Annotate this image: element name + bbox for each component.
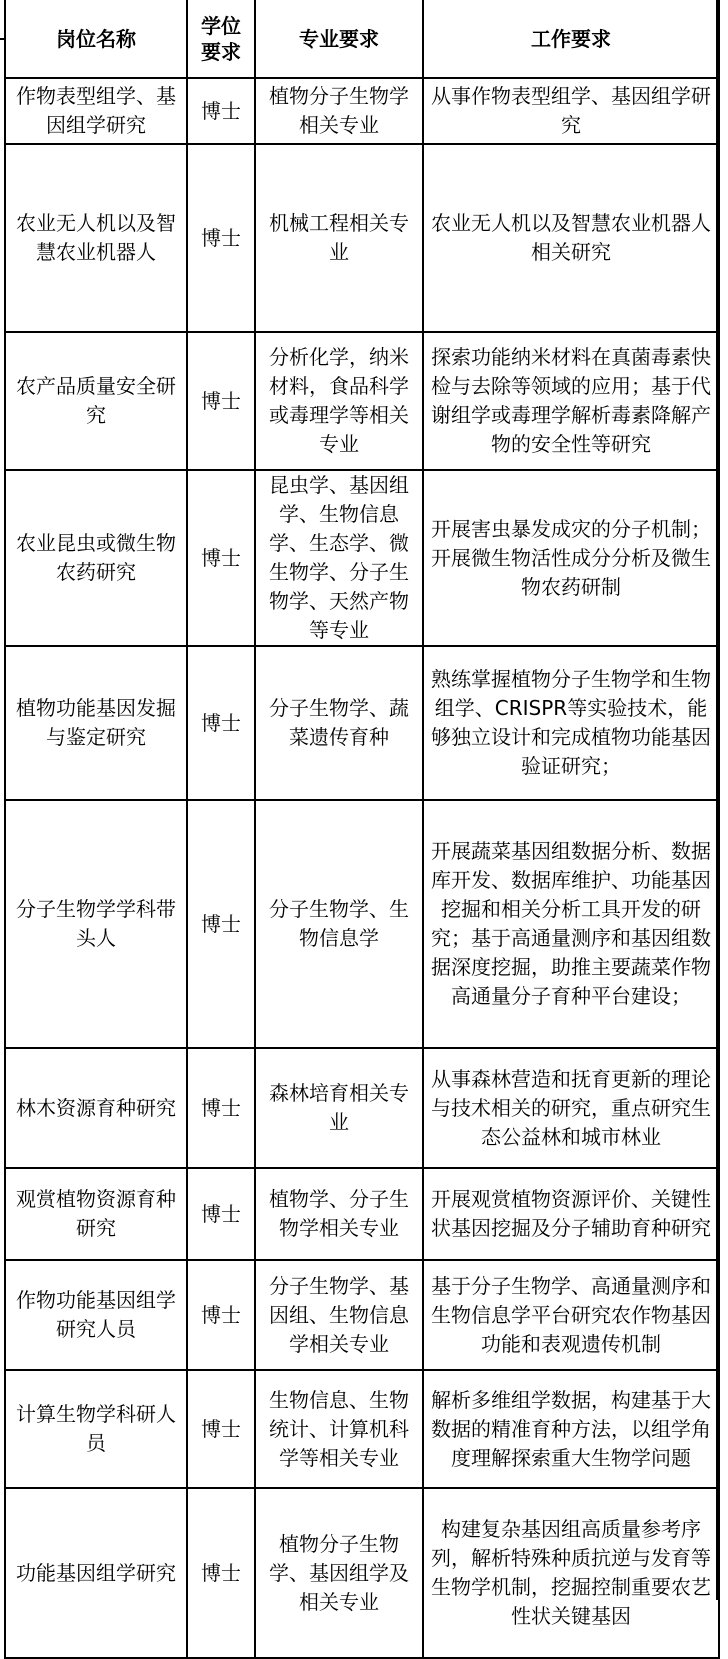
cell-work: 熟练掌握植物分子生物学和生物组学、CRISPR等实验技术，能够独立设计和完成植物功能基因验证研究；	[423, 646, 719, 800]
cell-major: 分子生物学、生物信息学	[255, 800, 423, 1048]
cell-work: 从事森林营造和抚育更新的理论与技术相关的研究，重点研究生态公益林和城市林业	[423, 1048, 719, 1168]
cell-major: 分子生物学、蔬菜遗传育种	[255, 646, 423, 800]
cell-work: 开展蔬菜基因组数据分析、数据库开发、数据库维护、功能基因挖掘和相关分析工具开发的研究；基于高通量测序和基因组数据深度挖掘，助推主要蔬菜作物高通量分子育种平台建设；	[423, 800, 719, 1048]
table-row	[5, 332, 719, 470]
cell-major: 分子生物学、基因组、生物信息学相关专业	[255, 1260, 423, 1370]
cell-position: 林木资源育种研究	[5, 1048, 187, 1168]
cell-major: 昆虫学、基因组学、生物信息学、生态学、微生物学、分子生物学、天然产物等专业	[255, 470, 423, 646]
cell-work: 开展观赏植物资源评价、关键性状基因挖掘及分子辅助育种研究	[423, 1168, 719, 1260]
cell-degree: 博士	[187, 144, 255, 332]
cell-position: 农业无人机以及智慧农业机器人	[5, 144, 187, 332]
cell-degree: 博士	[187, 1370, 255, 1488]
cell-position: 作物表型组学、基因组学研究	[5, 78, 187, 144]
header-major: 专业要求	[255, 0, 423, 78]
table-row	[5, 1260, 719, 1370]
cell-work: 探索功能纳米材料在真菌毒素快检与去除等领域的应用；基于代谢组学或毒理学解析毒素降解产物的安全性等研究	[423, 332, 719, 470]
table-header-row	[5, 0, 719, 78]
cell-position: 功能基因组学研究	[5, 1488, 187, 1658]
table-row	[5, 1048, 719, 1168]
cell-major: 植物分子生物学相关专业	[255, 78, 423, 144]
table-row	[5, 1370, 719, 1488]
cell-work: 构建复杂基因组高质量参考序列，解析特殊种质抗逆与发育等生物学机制，挖掘控制重要农艺性状关键基因	[423, 1488, 719, 1658]
cell-work: 农业无人机以及智慧农业机器人相关研究	[423, 144, 719, 332]
cell-degree: 博士	[187, 800, 255, 1048]
header-position: 岗位名称	[5, 0, 187, 78]
cell-work: 解析多维组学数据，构建基于大数据的精准育种方法，以组学角度理解探索重大生物学问题	[423, 1370, 719, 1488]
cell-major: 机械工程相关专业	[255, 144, 423, 332]
cell-position: 分子生物学学科带头人	[5, 800, 187, 1048]
cell-position: 农业昆虫或微生物农药研究	[5, 470, 187, 646]
job-requirements-table	[4, 0, 720, 1659]
cell-major: 生物信息、生物统计、计算机科学等相关专业	[255, 1370, 423, 1488]
cell-degree: 博士	[187, 1048, 255, 1168]
table-row	[5, 144, 719, 332]
cell-degree: 博士	[187, 1260, 255, 1370]
cell-degree: 博士	[187, 646, 255, 800]
cell-degree: 博士	[187, 470, 255, 646]
cell-major: 森林培育相关专业	[255, 1048, 423, 1168]
table-row	[5, 1168, 719, 1260]
cell-work: 开展害虫暴发成灾的分子机制；开展微生物活性成分分析及微生物农药研制	[423, 470, 719, 646]
cell-major: 植物分子生物学、基因组学及相关专业	[255, 1488, 423, 1658]
table-row	[5, 1488, 719, 1658]
cell-position: 作物功能基因组学研究人员	[5, 1260, 187, 1370]
cell-work: 从事作物表型组学、基因组学研究	[423, 78, 719, 144]
header-degree: 学位要求	[187, 0, 255, 78]
cell-work: 基于分子生物学、高通量测序和生物信息学平台研究农作物基因功能和表观遗传机制	[423, 1260, 719, 1370]
table-row	[5, 646, 719, 800]
table-row	[5, 78, 719, 144]
cell-position: 计算生物学科研人员	[5, 1370, 187, 1488]
table-row	[5, 470, 719, 646]
cell-position: 观赏植物资源育种研究	[5, 1168, 187, 1260]
cell-position: 农产品质量安全研究	[5, 332, 187, 470]
table-row	[5, 800, 719, 1048]
cell-position: 植物功能基因发掘与鉴定研究	[5, 646, 187, 800]
cell-degree: 博士	[187, 1168, 255, 1260]
cell-degree: 博士	[187, 332, 255, 470]
cell-major: 植物学、分子生物学相关专业	[255, 1168, 423, 1260]
header-work: 工作要求	[423, 0, 719, 78]
cell-degree: 博士	[187, 78, 255, 144]
cell-degree: 博士	[187, 1488, 255, 1658]
cell-major: 分析化学，纳米材料，食品科学或毒理学等相关专业	[255, 332, 423, 470]
